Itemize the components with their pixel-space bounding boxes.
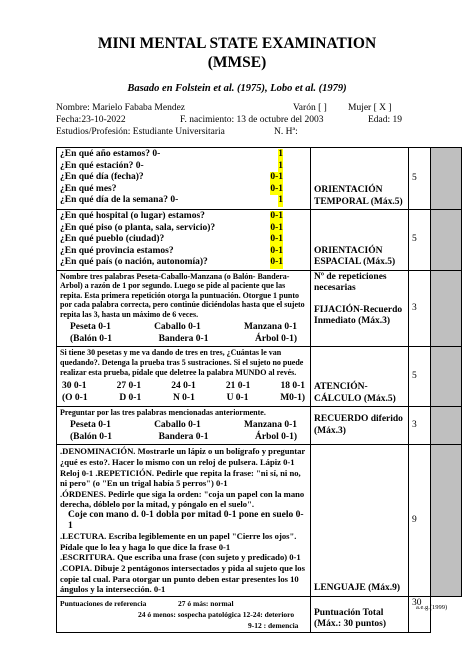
score-box-grey [431, 210, 462, 271]
recall-manzana: Manzana 0-1 [243, 420, 297, 431]
recall-caballo: Caballo 0-1 [154, 420, 201, 431]
age: Edad: 19 [368, 115, 403, 125]
label-fijacion [311, 270, 409, 347]
denominacion-repeticion: .DENOMINACIÓN. Mostrarle un lápiz o un bolígrafo y preguntar ¿qué es esto?. Hacer lo mismo con un reloj de pulsera. Lápiz 0-1 Reloj 0-1 .REPETICIÓN. Pedirle que repita la frase: "ni sí, ni no, ni pero" (o "En un trigal había 5 perros") 0-1 [60, 446, 306, 489]
score-temporal: 5 [409, 148, 431, 210]
atencion-cell [57, 347, 311, 407]
recuerdo-instructions: Preguntar por las tres palabras mencionadas anteriormente. [60, 408, 266, 418]
lectura: .LECTURA. Escriba legiblemente en un papel "Cierre los ojos". Pídale que lo lea y haga lo que dice la frase 0-1 [60, 531, 297, 552]
sub-24: 24 0-1 [171, 381, 196, 392]
letter-o: (O 0-1 [62, 392, 88, 403]
score-box-grey [431, 270, 462, 347]
footnote: a.e.g.(1999) [416, 604, 448, 611]
section-orientacion-temporal [57, 148, 462, 210]
questions-espacial: ¿En qué hospital (o lugar) estamos? 0-1 ¿En qué piso (o planta, sala, servicio)? 0-1 ¿En qué pueblo (ciudad)? 0-1 ¿En qué provincia estamos? 0-1 ¿En qué país (o nación, autonomía)? 0-1 [57, 210, 311, 271]
exam-date: Fecha:23-10-2022 [56, 115, 126, 125]
copia: .COPIA. Dibuje 2 pentágonos intersectados y pida al sujeto que los copie tal cual. Para otorgar un punto deben estar presentes los 10 ángulos y la intersección. 0-1 [60, 563, 305, 595]
score-total: 30 [409, 596, 431, 632]
sub-27: 27 0-1 [116, 381, 142, 392]
label-recuerdo: RECUERDO diferido (Máx.3) [311, 407, 409, 445]
label-repeticiones: Nº de repeticiones necesarias [314, 271, 387, 293]
recall-arbol: Árbol 0-1) [255, 431, 297, 442]
score-box-grey [431, 445, 462, 596]
score-box-grey [431, 148, 462, 210]
recall-bandera: Bandera 0-1 [158, 431, 209, 442]
sex-female: Mujer [ X ] [348, 103, 392, 113]
patient-name: Nombre: Marielo Fababa Mendez [56, 103, 185, 113]
ref-normal: 27 ó más: normal [178, 598, 234, 608]
mmse-table [56, 147, 462, 633]
letter-n: N 0-1 [172, 392, 195, 403]
section-atencion [57, 347, 462, 407]
label-orientacion-espacial: ORIENTACIÓN ESPACIAL (Máx.5) [311, 210, 409, 271]
section-recuerdo [57, 407, 462, 445]
ref-label: Puntuaciones de referencia [60, 598, 147, 608]
word-caballo: Caballo 0-1 [154, 322, 201, 333]
reference-cell [57, 596, 311, 632]
score-lenguaje: 9 [409, 445, 431, 596]
score-espacial: 5 [409, 210, 431, 271]
ref-dementia: 9-12 : demencia [248, 620, 299, 630]
lenguaje-cell [57, 445, 311, 596]
recuerdo-cell [57, 407, 311, 445]
section-total [57, 596, 462, 632]
section-fijacion [57, 270, 462, 347]
score-fijacion: 3 [409, 270, 431, 347]
word-arbol: Árbol 0-1) [255, 333, 297, 344]
score-box-grey [431, 347, 462, 407]
studies: Estudios/Profesión: Estudiante Universitaria [56, 127, 225, 137]
word-bandera: Bandera 0-1 [158, 333, 209, 344]
letter-u: U 0-1 [226, 392, 249, 403]
page-title: MINI MENTAL STATE EXAMINATION [97, 35, 377, 52]
sex-male: Varón [ ] [293, 103, 327, 113]
letter-m: M0-1) [280, 392, 305, 403]
recall-peseta: Peseta 0-1 [70, 420, 111, 431]
section-orientacion-espacial [57, 210, 462, 271]
score-box-grey [431, 407, 462, 445]
word-peseta: Peseta 0-1 [70, 322, 111, 333]
empty-cell [431, 596, 462, 632]
recall-balon: (Balón 0-1 [70, 431, 112, 442]
fijacion-cell [57, 270, 311, 347]
letter-d: D 0-1 [119, 392, 142, 403]
score-recuerdo: 3 [409, 407, 431, 445]
label-atencion: ATENCIÓN-CÁLCULO (Máx.5) [311, 347, 409, 407]
label-total: Puntuación Total (Máx.: 30 puntos) [311, 596, 409, 632]
ordenes-items: Coje con mano d. 0-1 dobla por mitad 0-1 pone en suelo 0-1 [68, 510, 304, 531]
page-title-abbrev: (MMSE) [207, 54, 267, 71]
sub-21: 21 0-1 [225, 381, 251, 392]
history-number: N. Hª: [274, 127, 298, 137]
ordenes: .ÓRDENES. Pedirle que siga la orden: "coja un papel con la mano derecha, dóblelo por la mitad, y póngalo en el suelo". [60, 488, 305, 510]
label-fijacion-recuerdo: FIJACIÓN-Recuerdo Inmediato (Máx.3) [314, 304, 403, 326]
label-orientacion-temporal: ORIENTACIÓN TEMPORAL (Máx.5) [311, 148, 409, 210]
sub-18: 18 0-1 [280, 381, 305, 392]
birth-date: F. nacimiento: 13 de octubre del 2003 [180, 115, 324, 125]
page-subtitle: Basado en Folstein et al. (1975), Lobo et al. (1979) [127, 83, 347, 94]
label-lenguaje: LENGUAJE (Máx.9) [311, 445, 409, 596]
section-lenguaje [57, 445, 462, 596]
escritura: .ESCRITURA. Que escriba una frase (con sujeto y predicado) 0-1 [60, 552, 301, 563]
questions-temporal: ¿En qué año estamos? 0- 1 ¿En qué estación? 0- 1 ¿En qué día (fecha)? 0-1 ¿En qué mes? 0-1 ¿En qué día de la semana? 0- 1 [57, 148, 311, 210]
word-balon: (Balón 0-1 [70, 333, 112, 344]
sub-30: 30 0-1 [62, 381, 87, 392]
fijacion-instructions: Nombre tres palabras Peseta-Caballo-Manzana (o Balón- Bandera-Arbol) a razón de 1 por segundo. Luego se pide al paciente que las repita. Esta primera repetición otorga la puntuación. Otorgue 1 punto por cada palabra correcta, pero continúe diciéndolas hasta que el sujeto repita las 3, hasta un máximo de 6 veces. [60, 271, 305, 319]
score-atencion: 5 [409, 347, 431, 407]
word-manzana: Manzana 0-1 [243, 322, 297, 333]
ref-suspect: 24 ó menos: sospecha patológica 12-24: deterioro [138, 609, 295, 619]
atencion-instructions: Si tiene 30 pesetas y me va dando de tres en tres, ¿Cuántas le van quedando?. Detenga la prueba tras 5 sustraciones. Si el sujeto no puede realizar esta prueba, pídale que deletree la palabra MUNDO al revés. [60, 348, 304, 377]
